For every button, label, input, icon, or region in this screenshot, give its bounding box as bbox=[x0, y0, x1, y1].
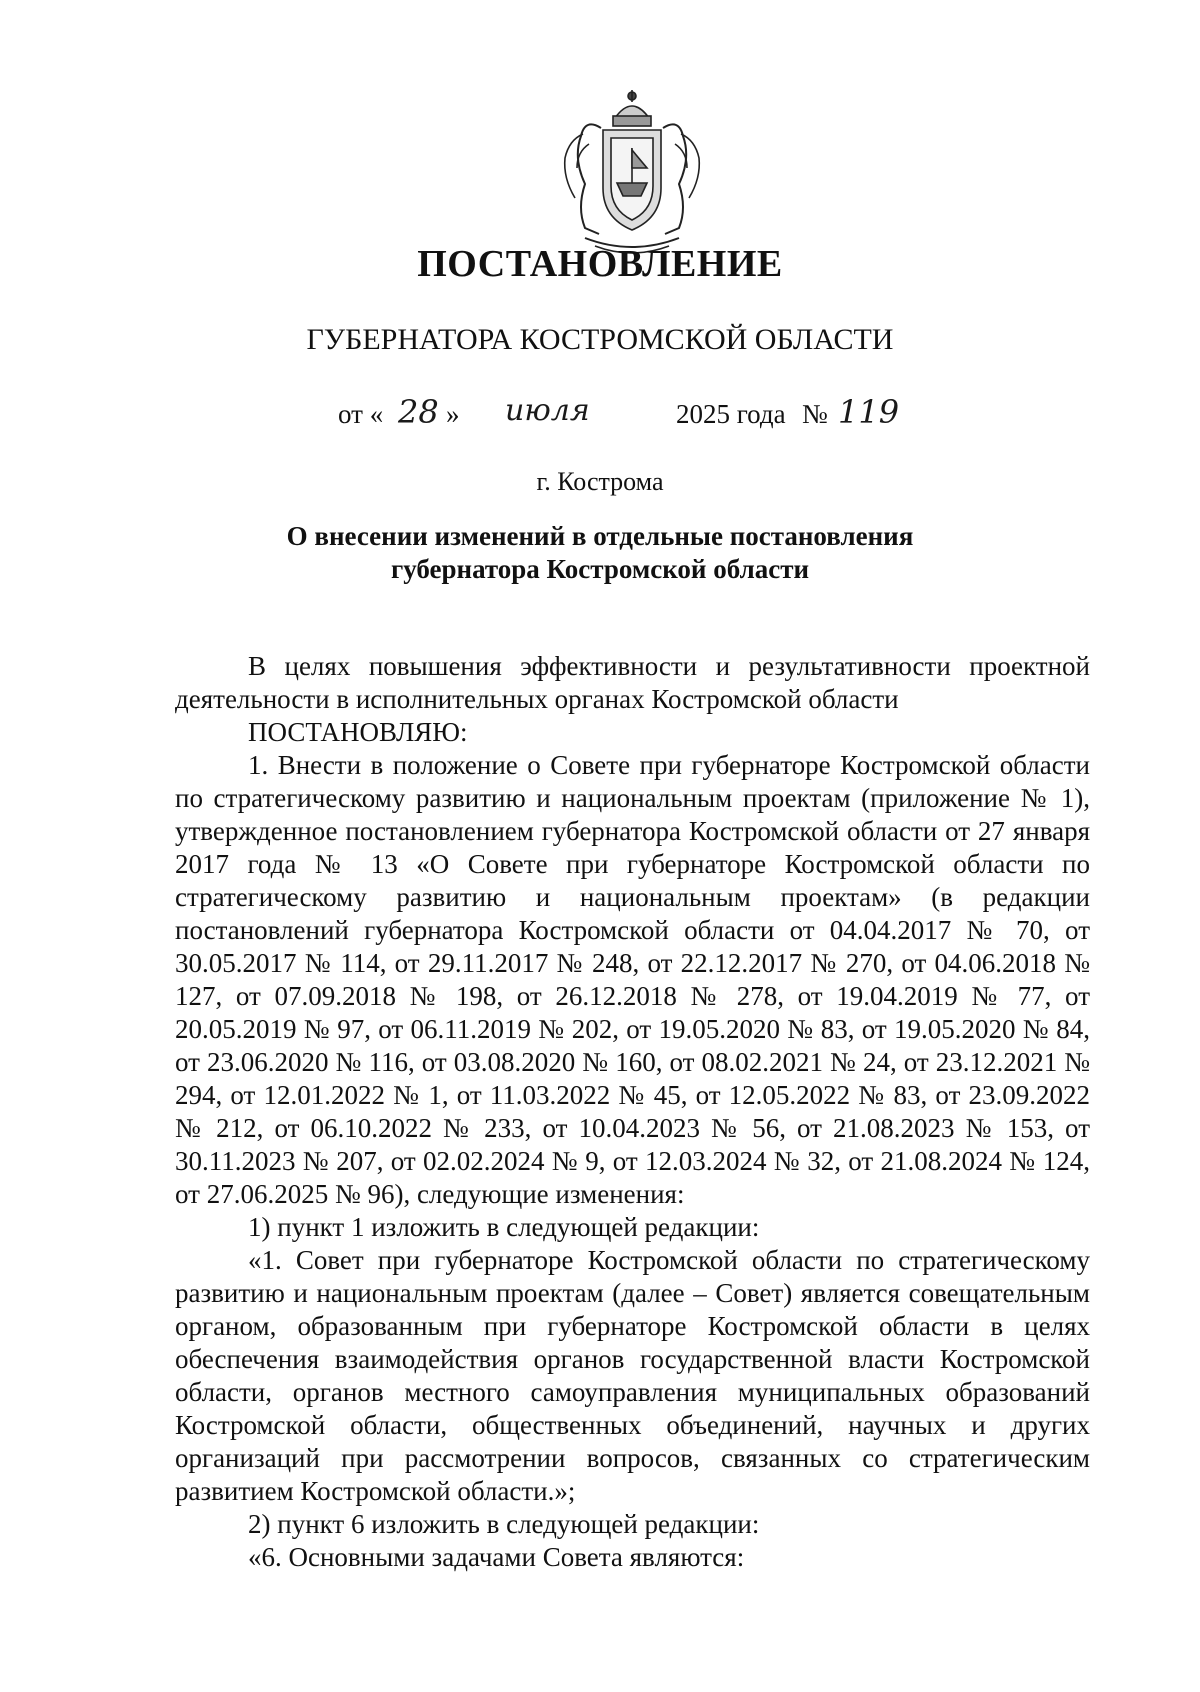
document-title: ПОСТАНОВЛЕНИЕ bbox=[417, 243, 783, 285]
document-heading bbox=[0, 520, 1200, 586]
number-sign: № bbox=[802, 399, 828, 429]
paragraph-preamble: В целях повышения эффективности и результативности проектной деятельности в исполнительных органах Костромской области bbox=[175, 651, 1090, 714]
document-body bbox=[175, 650, 1090, 1574]
paragraph-subitem-1: 1) пункт 1 изложить в следующей редакции: bbox=[248, 1212, 760, 1242]
date-year: 2025 года bbox=[676, 399, 786, 429]
date-line bbox=[0, 393, 1200, 443]
paragraph-item-1: 1. Внести в положение о Совете при губернаторе Костромской области по стратегическому развитию и национальным проектам (приложение № 1), утвержденное постановлением губернатора Костромской области от 27 января 2017 года № 13 «О Совете при губернаторе Костромской области по стратегическому развитию и национальным проектам» (в редакции постановлений губернатора Костромской области от 04.04.2017 № 70, от 30.05.2017 № 114, от 29.11.2017 № 248, от 22.12.2017 № 270, от 04.06.2018 № 127, от 07.09.2018 № 198, от 26.12.2018 № 278, от 19.04.2019 № 77, от 20.05.2019 № 97, от 06.11.2019 № 202, от 19.05.2020 № 83, от 19.05.2020 № 84, от 23.06.2020 № 116, от 03.08.2020 № 160, от 08.02.2021 № 24, от 23.12.2021 № 294, от 12.01.2022 № 1, от 11.03.2022 № 45, от 12.05.2022 № 83, от 23.09.2022 № 212, от 06.10.2022 № 233, от 10.04.2023 № 56, от 21.08.2023 № 153, от 30.11.2023 № 207, от 02.02.2024 № 9, от 12.03.2024 № 32, от 21.08.2024 № 124, от 27.06.2025 № 96), следующие изменения: bbox=[175, 750, 1090, 1209]
paragraph-quote-1: «1. Совет при губернаторе Костромской области по стратегическому развитию и национальным проектам (далее – Совет) является совещательным органом, образованным при губернаторе Костромской области в целях обеспечения взаимодействия органов государственной власти Костромской области, органов местного самоуправления муниципальных образований Костромской области, общественных объединений, научных и других организаций при рассмотрении вопросов, связанных со стратегическим развитием Костромской области.»; bbox=[175, 1245, 1090, 1506]
date-close-quote: » bbox=[446, 399, 460, 429]
heading-line-2: губернатора Костромской области bbox=[390, 554, 810, 584]
heading-line-1: О внесении изменений в отдельные постановления bbox=[286, 521, 914, 551]
paragraph-subitem-2: 2) пункт 6 изложить в следующей редакции: bbox=[248, 1509, 760, 1539]
paragraph-quote-6: «6. Основными задачами Совета являются: bbox=[248, 1542, 745, 1572]
city-line: г. Кострома bbox=[536, 467, 664, 496]
document-subtitle: ГУБЕРНАТОРА КОСТРОМСКОЙ ОБЛАСТИ bbox=[306, 323, 894, 356]
date-day-handwritten: 28 bbox=[398, 393, 439, 431]
document-number-handwritten: 119 bbox=[838, 393, 900, 431]
date-prefix: от « bbox=[338, 399, 384, 429]
coat-of-arms-icon bbox=[555, 88, 709, 256]
date-month-handwritten: июля bbox=[505, 393, 590, 428]
paragraph-decree: ПОСТАНОВЛЯЮ: bbox=[248, 717, 468, 747]
